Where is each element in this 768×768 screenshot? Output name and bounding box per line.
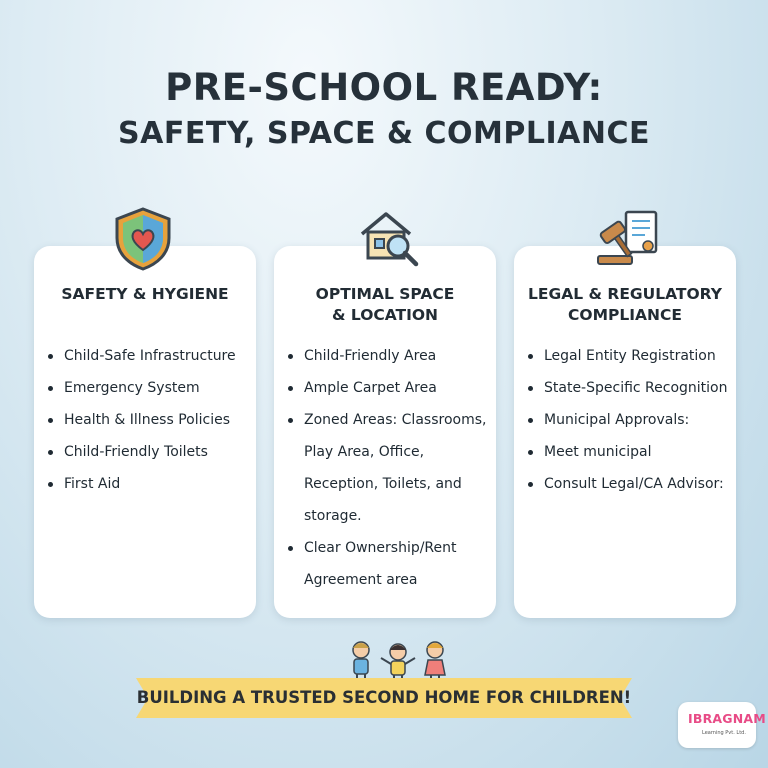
- card-list: [274, 340, 496, 596]
- list-item: Consult Legal/CA Advisor:: [544, 468, 730, 500]
- tagline-banner: [136, 676, 632, 720]
- list-item: Child-Safe Infrastructure: [64, 340, 250, 372]
- page-subtitle: SAFETY, SPACE & COMPLIANCE: [118, 116, 650, 151]
- list-item: Ample Carpet Area: [304, 372, 490, 404]
- house-magnifier-icon: [356, 208, 422, 272]
- list-item: Clear Ownership/Rent Agreement area: [304, 532, 490, 596]
- card-title-line: COMPLIANCE: [568, 306, 682, 324]
- card-list: [514, 340, 736, 500]
- logo-name: IBRAGNAM: [688, 711, 766, 726]
- list-item: Health & Illness Policies: [64, 404, 250, 436]
- card-title: [514, 284, 736, 326]
- shield-heart-icon: [112, 206, 174, 276]
- card-title: [274, 284, 496, 326]
- list-item: Emergency System: [64, 372, 250, 404]
- list-item: Child-Friendly Toilets: [64, 436, 250, 468]
- optimal-space-card: [274, 246, 496, 618]
- logo-tagline: Learning Pvt. Ltd.: [702, 730, 746, 736]
- list-item: Meet municipal: [544, 436, 730, 468]
- banner-text: BUILDING A TRUSTED SECOND HOME FOR CHILDREN!: [136, 688, 632, 707]
- safety-hygiene-card: [34, 246, 256, 618]
- page-title: PRE-SCHOOL READY:: [165, 66, 603, 109]
- legal-compliance-card: [514, 246, 736, 618]
- card-title-line: & LOCATION: [331, 306, 439, 324]
- card-title-line: OPTIMAL SPACE: [315, 285, 455, 303]
- card-list: [34, 340, 256, 500]
- list-item: State-Specific Recognition: [544, 372, 730, 404]
- gavel-document-icon: [590, 208, 666, 272]
- list-item: Child-Friendly Area: [304, 340, 490, 372]
- list-item: First Aid: [64, 468, 250, 500]
- card-title: SAFETY & HYGIENE: [61, 285, 229, 303]
- card-title-line: LEGAL & REGULATORY: [528, 285, 722, 303]
- list-item: Zoned Areas: Classrooms, Play Area, Office, Reception, Toilets, and storage.: [304, 404, 490, 532]
- company-logo: [678, 702, 766, 748]
- list-item: Municipal Approvals:: [544, 404, 730, 436]
- list-item: Legal Entity Registration: [544, 340, 730, 372]
